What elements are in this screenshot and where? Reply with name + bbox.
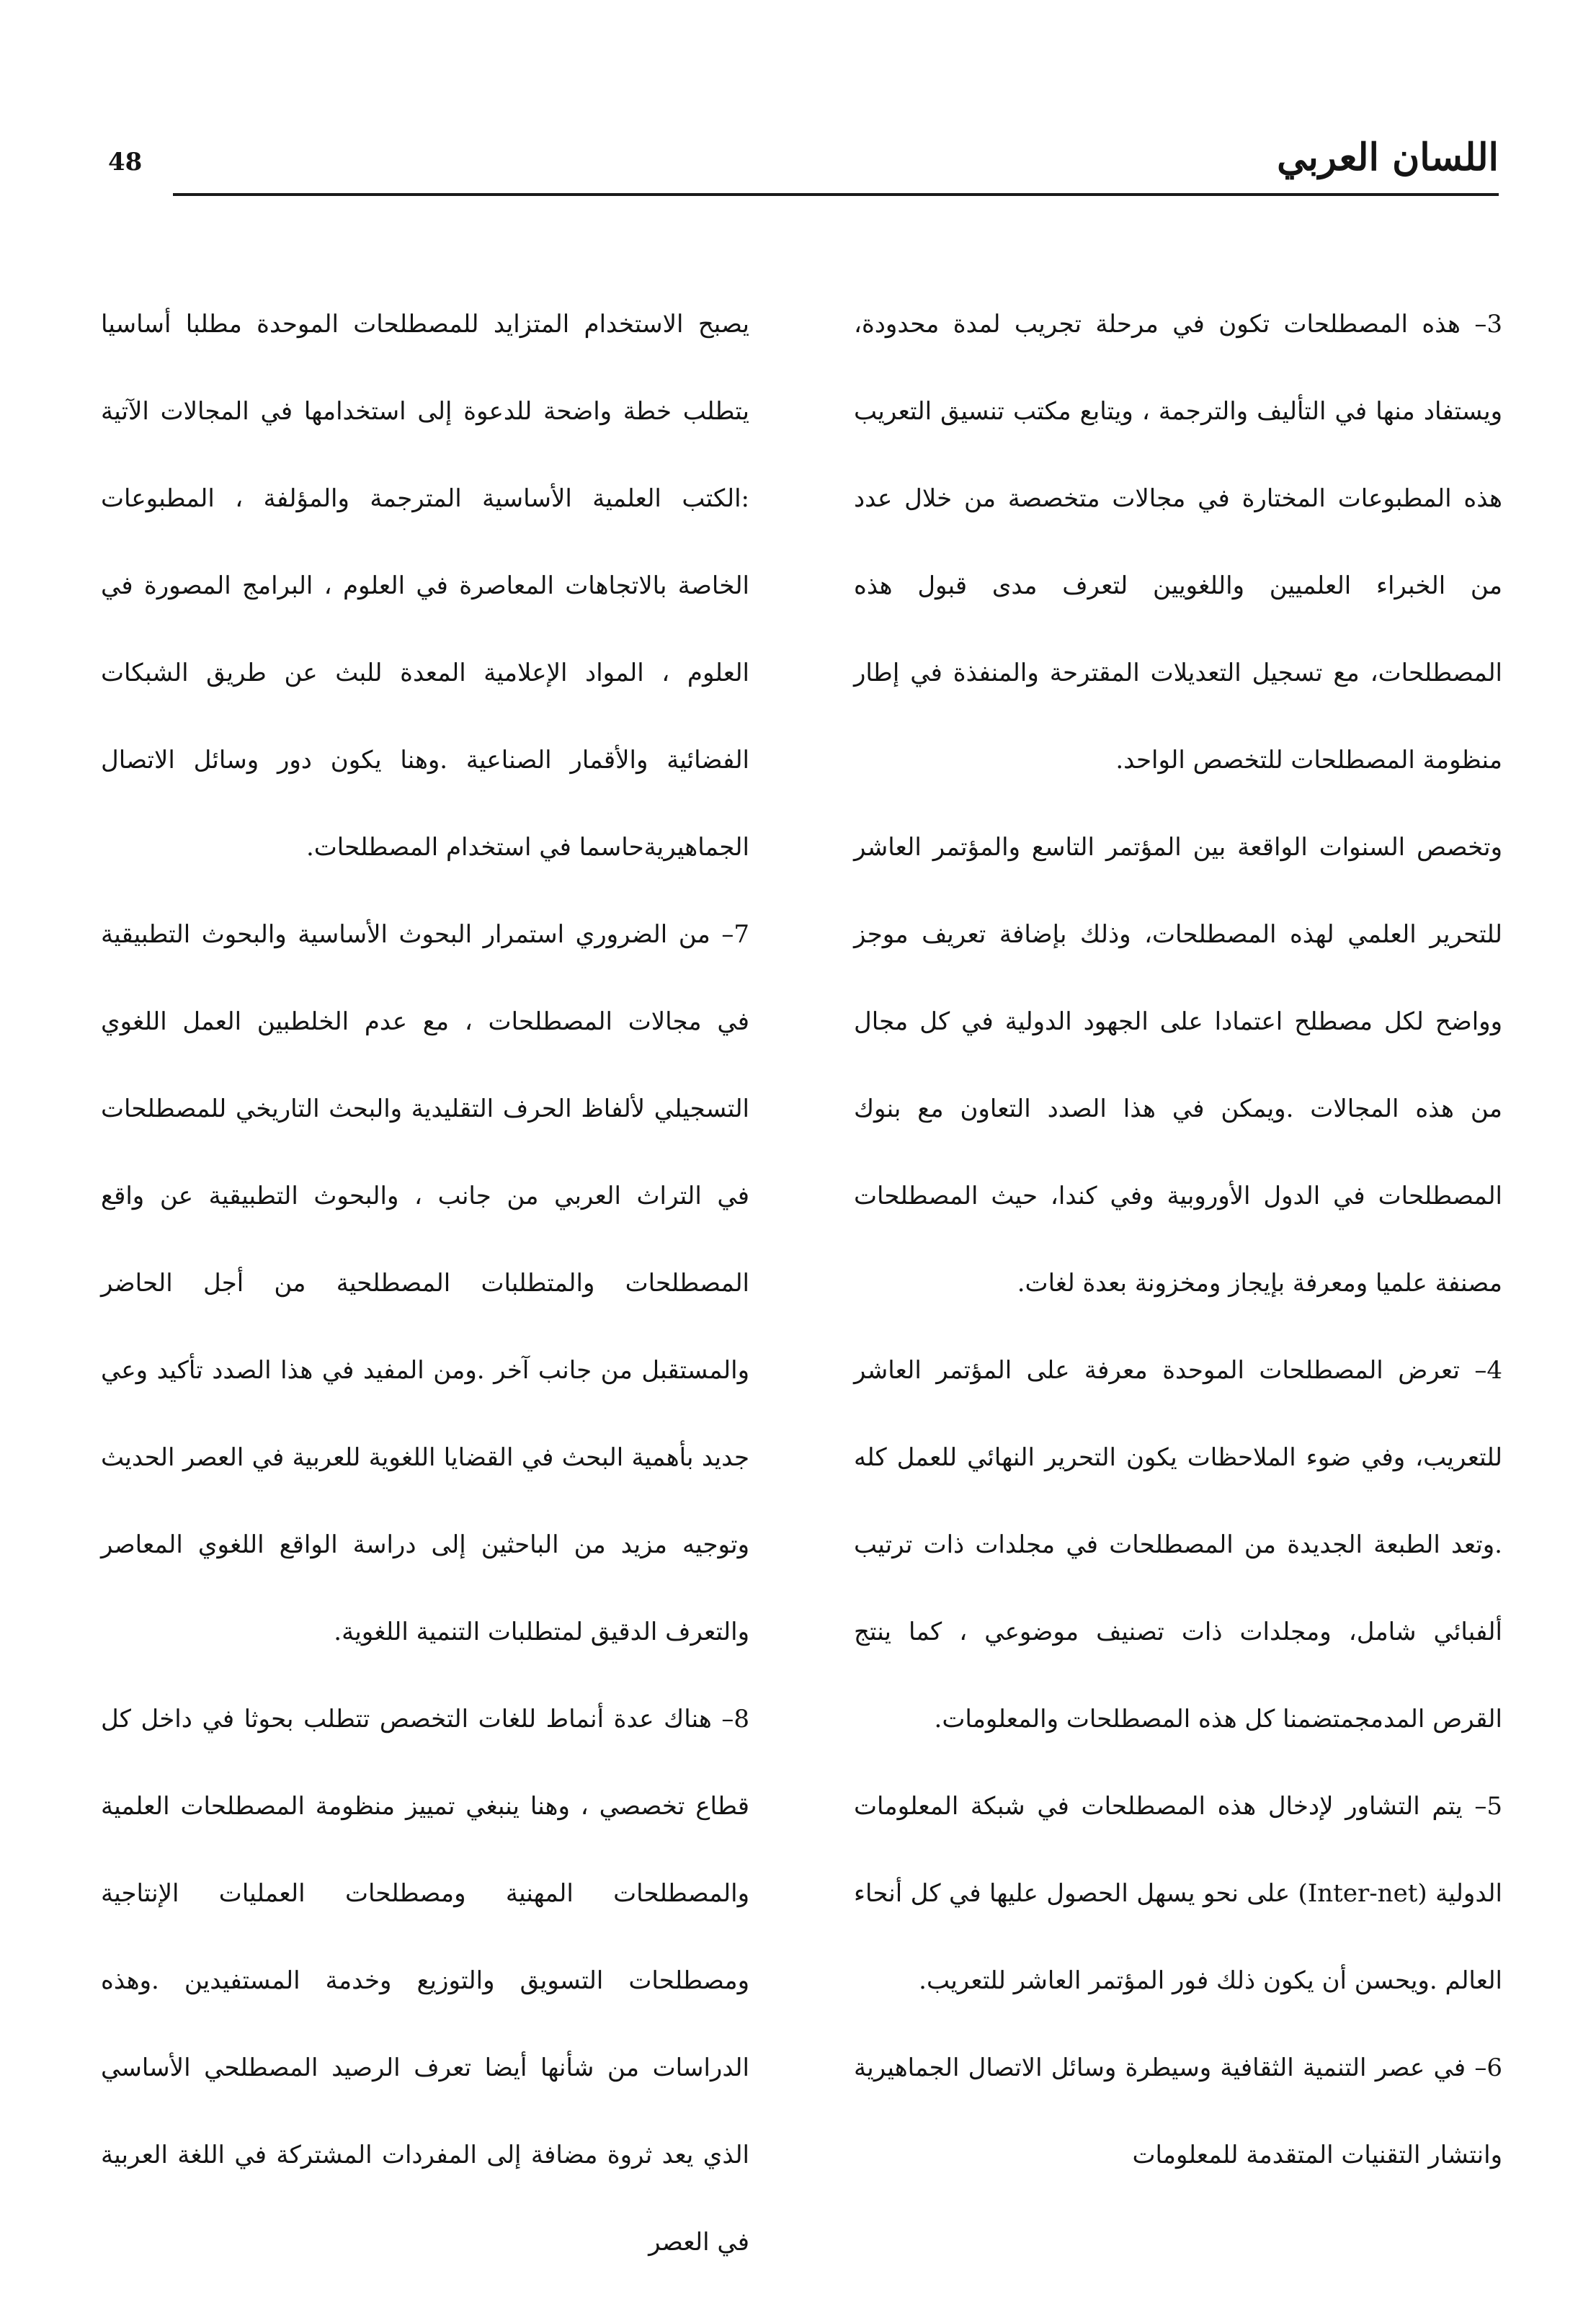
paragraph-item-7: 7– من الضروري استمرار البحوث الأساسية والبحوث التطبيقية في مجالات المصطلحات ، مع عدم الخلطبين العمل اللغوي التسجيلي لألفاظ الحرف التقليدية والبحث التاريخي للمصطلحات في التراث العربي من جانب ، والبحوث التطبيقية عن واقع المصطلحات والمتطلبات المصطلحية من أجل الحاضر والمستقبل من جانب آخر .ومن المفيد في هذا الصدد تأكيد وعي جديد بأهمية البحث في القضايا اللغوية للعربية في العصر الحديث وتوجيه مزيد من الباحثين إلى دراسة الواقع اللغوي المعاصر والتعرف الدقيق لمتطلبات التنمية اللغوية.	[101, 920, 749, 1646]
right-column	[854, 281, 1502, 2199]
paragraph-item-6: 6– في عصر التنمية الثقافية وسيطرة وسائل الاتصال الجماهيرية وانتشار التقنيات المتقدمة للمعلومات	[854, 2053, 1502, 2169]
paragraph-item-5: 5– يتم التشاور لإدخال هذه المصطلحات في شبكة المعلومات الدولية (Inter-net) على نحو يسهل الحصول عليها في كل أنحاء العالم .ويحسن أن يكون ذلك فور المؤتمر العاشر للتعريب.	[854, 1792, 1502, 1995]
journal-title-logo: اللسان العربي	[1277, 135, 1499, 179]
paragraph-dedicated-years: وتخصص السنوات الواقعة بين المؤتمر التاسع والمؤتمر العاشر للتحرير العلمي لهذه المصطلحات، وذلك بإضافة تعريف موجز وواضح لكل مصطلح اعتمادا على الجهود الدولية في كل مجال من هذه المجالات .ويمكن في هذا الصدد التعاون مع بنوك المصطلحات في الدول الأوروبية وفي كندا، حيث المصطلحات مصنفة علميا ومعرفة بإيجاز ومخزونة بعدة لغات.	[854, 833, 1502, 1298]
header-rule	[173, 193, 1499, 196]
page-number: 48	[108, 148, 143, 177]
paragraph-item-8: 8– هناك عدة أنماط للغات التخصص تتطلب بحوثا في داخل كل قطاع تخصصي ، وهنا ينبغي تمييز منظومة المصطلحات العلمية والمصطلحات المهنية ومصطلحات العمليات الإنتاجية ومصطلحات التسويق والتوزيع وخدمة المستفيدين .وهذه الدراسات من شأنها أيضا تعرف الرصيد المصطلحي الأساسي الذي يعد ثروة مضافة إلى المفردات المشتركة في اللغة العربية في العصر	[101, 1705, 749, 2257]
left-column	[101, 281, 749, 2286]
paragraph-item-4: 4– تعرض المصطلحات الموحدة معرفة على المؤتمر العاشر للتعريب، وفي ضوء الملاحظات يكون التحرير النهائي للعمل كله .وتعد الطبعة الجديدة من المصطلحات في مجلدات ذات ترتيب ألفبائي شامل، ومجلدات ذات تصنيف موضوعي ، كما ينتج القرص المدمجمتضمنا كل هذه المصطلحات والمعلومات.	[854, 1356, 1502, 1734]
paragraph-item-6-continued: يصبح الاستخدام المتزايد للمصطلحات الموحدة مطلبا أساسيا يتطلب خطة واضحة للدعوة إلى استخدامها في المجالات الآتية :الكتب العلمية الأساسية المترجمة والمؤلفة ، المطبوعات الخاصة بالاتجاهات المعاصرة في العلوم ، البرامج المصورة في العلوم ، المواد الإعلامية المعدة للبث عن طريق الشبكات الفضائية والأقمار الصناعية .وهنا يكون دور وسائل الاتصال الجماهيريةحاسما في استخدام المصطلحات.	[101, 310, 749, 862]
paragraph-item-3: 3– هذه المصطلحات تكون في مرحلة تجريب لمدة محدودة، ويستفاد منها في التأليف والترجمة ، ويتابع مكتب تنسيق التعريب هذه المطبوعات المختارة في مجالات متخصصة من خلال عدد من الخبراء العلميين واللغويين لتعرف مدى قبول هذه المصطلحات، مع تسجيل التعديلات المقترحة والمنفذة في إطار منظومة المصطلحات للتخصص الواحد.	[854, 310, 1502, 775]
